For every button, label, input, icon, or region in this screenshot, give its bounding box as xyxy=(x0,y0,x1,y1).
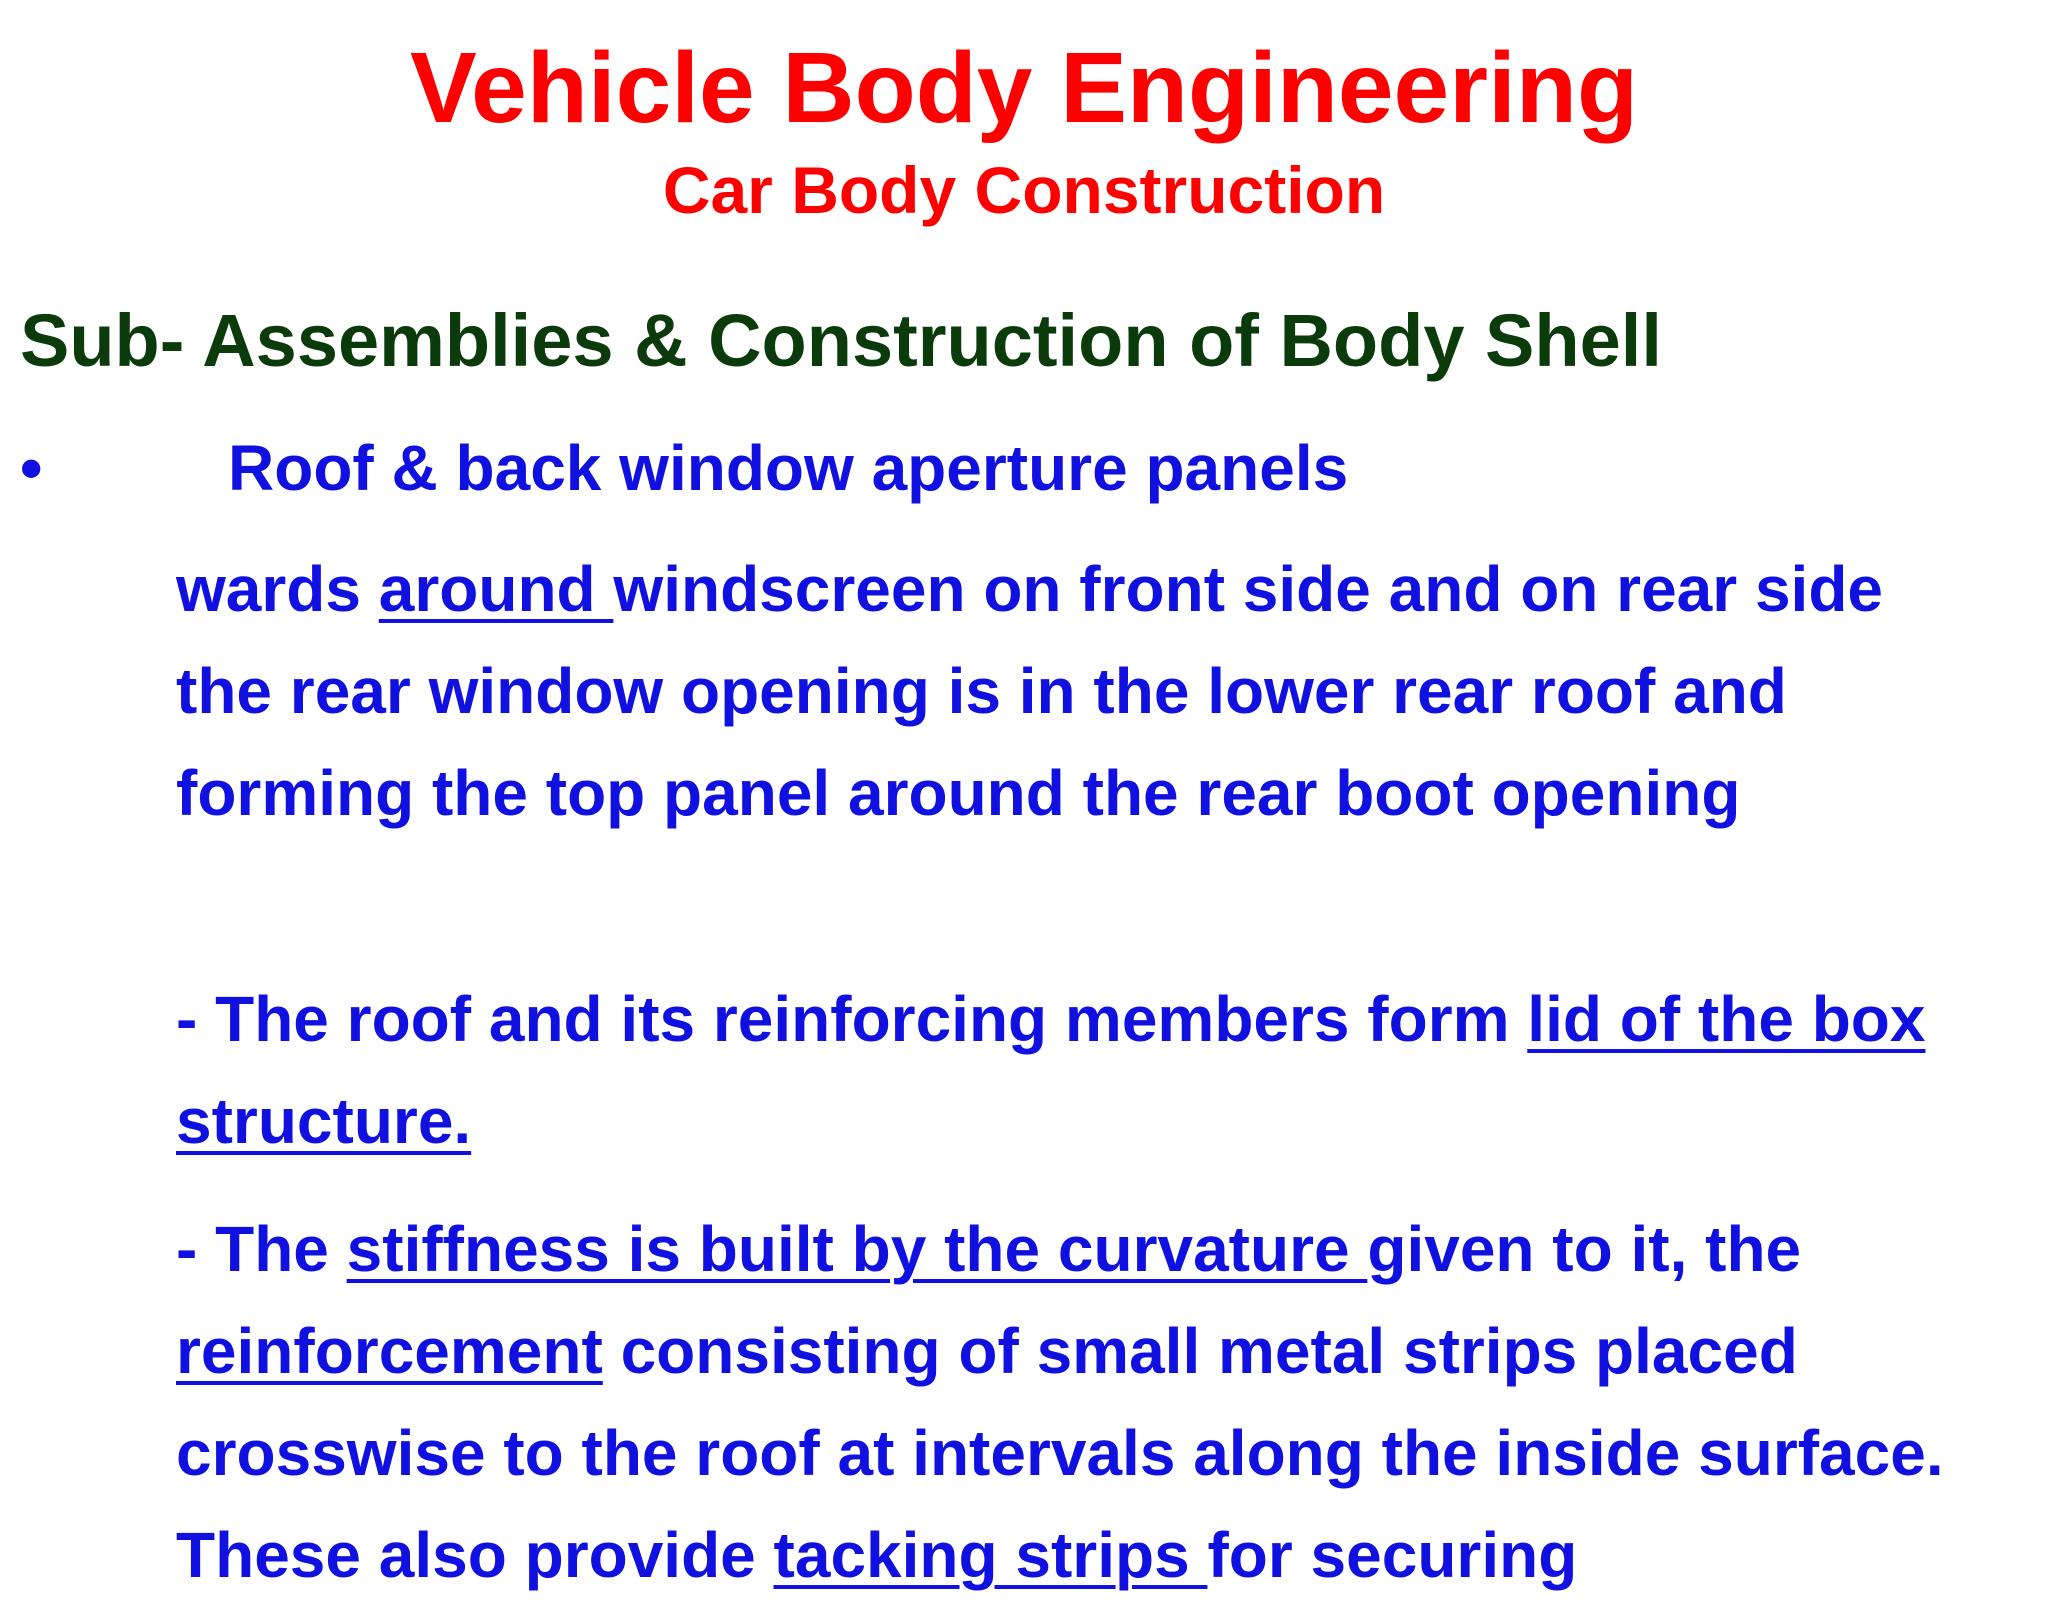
paragraph-roof-stiffness xyxy=(176,1198,1976,1606)
underlined-text: around xyxy=(378,553,614,625)
underlined-text: tacking strips xyxy=(773,1519,1208,1591)
paragraph-roof-description xyxy=(176,538,1976,844)
paragraph-roof-lid xyxy=(176,968,1976,1172)
text-segment: consisting of small metal strips placed crosswise to the roof at intervals along the inside surface. These also provide xyxy=(176,1315,1944,1591)
slide-title: Vehicle Body Engineering xyxy=(409,32,1639,144)
text-segment: windscreen on front side and on rear side the rear window opening is in the lower rear roof and forming the top panel around the rear boot opening xyxy=(176,553,1883,829)
bullet-icon: • xyxy=(20,432,43,504)
bullet-text: Roof & back window aperture panels xyxy=(228,432,1349,504)
underlined-text: lid of the box structure. xyxy=(176,983,1926,1157)
underlined-text: stiffness is built by the curvature xyxy=(346,1213,1368,1285)
slide-subtitle: Car Body Construction xyxy=(662,153,1386,227)
text-segment: - The xyxy=(176,1213,347,1285)
text-segment: - The roof and its reinforcing members form xyxy=(176,983,1528,1055)
text-segment: given to it, the xyxy=(1367,1213,1802,1285)
text-segment: wards xyxy=(176,553,379,625)
text-segment: for securing xyxy=(1207,1519,1578,1591)
underlined-text: reinforcement xyxy=(176,1315,603,1387)
section-heading: Sub- Assemblies & Construction of Body Shell xyxy=(20,299,1662,382)
